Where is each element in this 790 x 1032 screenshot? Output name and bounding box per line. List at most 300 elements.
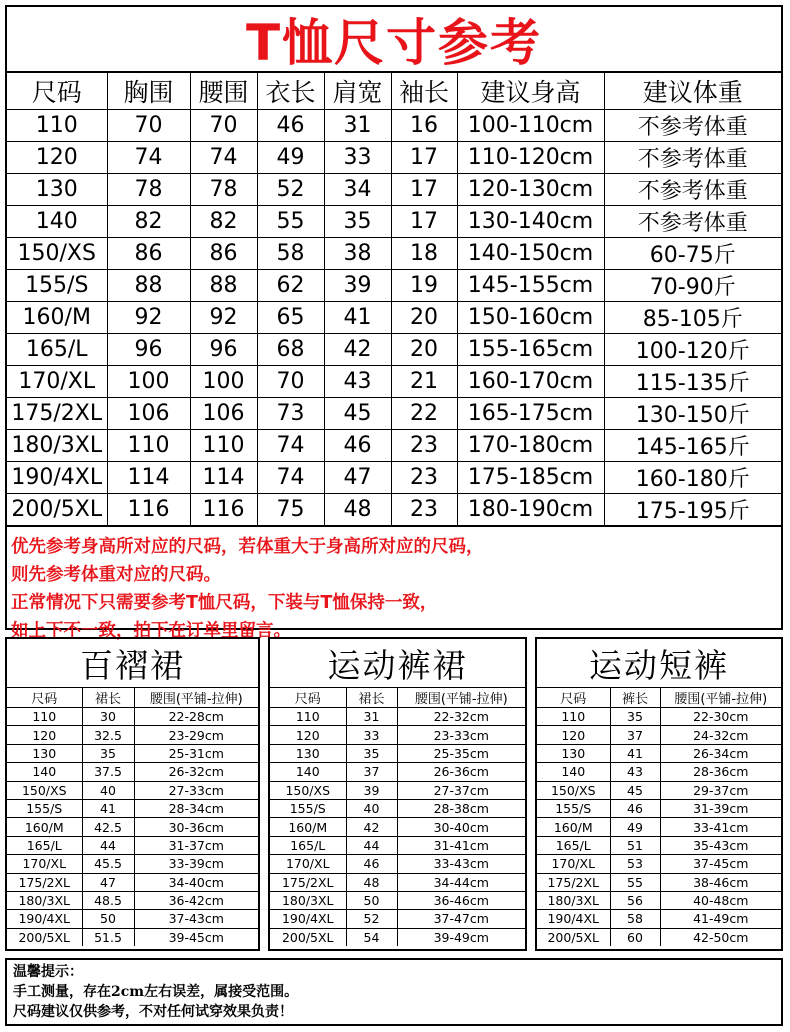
column-header: 尺码 [7,688,82,708]
table-cell: 100-110cm [457,110,604,142]
table-row [7,334,781,366]
table-cell: 23 [391,494,457,526]
column-header: 腰围(平铺-拉伸) [660,688,781,708]
table-cell: 23 [391,430,457,462]
table-cell: 45 [324,398,391,430]
table-cell: 116 [190,494,257,526]
note-line: 则先参考体重对应的尺码。 [11,565,221,585]
table-cell: 70-90斤 [604,270,781,302]
table-row [270,726,525,744]
table-row [270,855,525,873]
table-cell: 39 [324,270,391,302]
size-notes [7,526,781,642]
table-cell: 28-34cm [134,799,258,817]
tshirt-size-table [7,73,781,526]
table-cell: 100 [190,366,257,398]
tips-line: 尺码建议仅供参考，不对任何试穿效果负责！ [13,1004,293,1020]
table-cell: 26-36cm [397,763,525,781]
table-cell: 190/4XL [270,910,346,928]
table-row [270,799,525,817]
table-cell: 48.5 [82,891,134,909]
column-header: 尺码 [537,688,610,708]
table-cell: 92 [107,302,190,334]
table-cell: 130 [7,744,82,762]
table-cell: 100-120斤 [604,334,781,366]
table-cell: 60 [610,928,660,946]
column-header: 肩宽 [324,73,391,110]
table-cell: 48 [324,494,391,526]
table-row [7,302,781,334]
table-cell: 86 [190,238,257,270]
table-cell: 170-180cm [457,430,604,462]
table-cell: 82 [190,206,257,238]
table-cell: 34-44cm [397,873,525,891]
table-cell: 160/M [270,818,346,836]
table-cell: 22-32cm [397,708,525,726]
table-cell: 180/3XL [7,430,107,462]
table-cell: 88 [190,270,257,302]
table-cell: 52 [346,910,397,928]
table-row [537,818,781,836]
table-row [7,836,258,854]
table-cell: 190/4XL [537,910,610,928]
table-cell: 41 [610,744,660,762]
column-header: 腰围 [190,73,257,110]
table-row [270,744,525,762]
table-row [7,142,781,174]
table-cell: 110 [107,430,190,462]
table-cell: 30 [82,708,134,726]
table-cell: 74 [257,462,324,494]
table-cell: 25-31cm [134,744,258,762]
table-row [537,855,781,873]
table-cell: 160/M [7,302,107,334]
table-cell: 17 [391,206,457,238]
table-cell: 200/5XL [7,928,82,946]
table-cell: 47 [324,462,391,494]
table-cell: 78 [107,174,190,206]
table-cell: 110-120cm [457,142,604,174]
table-cell: 34-40cm [134,873,258,891]
table-cell: 42.5 [82,818,134,836]
table-cell: 120 [537,726,610,744]
pleated-skirt-chart [5,637,260,951]
table-cell: 155/S [7,799,82,817]
table-cell: 65 [257,302,324,334]
column-header: 建议身高 [457,73,604,110]
table-cell: 46 [346,855,397,873]
table-cell: 23-33cm [397,726,525,744]
table-cell: 55 [257,206,324,238]
table-row [7,110,781,142]
table-cell: 120 [7,726,82,744]
table-cell: 86 [107,238,190,270]
column-header: 裙长 [346,688,397,708]
table-cell: 70 [257,366,324,398]
table-cell: 36-42cm [134,891,258,909]
warm-tips [5,958,783,1026]
table-row [537,891,781,909]
table-cell: 35 [346,744,397,762]
table-cell: 150/XS [270,781,346,799]
table-cell: 46 [610,799,660,817]
table-cell: 不参考体重 [604,174,781,206]
table-row [537,763,781,781]
table-row [7,799,258,817]
table-cell: 110 [7,110,107,142]
table-cell: 50 [346,891,397,909]
table-row [7,206,781,238]
table-cell: 114 [107,462,190,494]
table-row [7,726,258,744]
tips-heading: 温馨提示： [13,964,83,980]
table-cell: 120 [270,726,346,744]
table-cell: 180/3XL [270,891,346,909]
table-cell: 23-29cm [134,726,258,744]
table-row [537,928,781,946]
sport-shorts-chart [535,637,783,951]
table-cell: 130 [270,744,346,762]
table-cell: 22-30cm [660,708,781,726]
column-header: 胸围 [107,73,190,110]
table-cell: 35-43cm [660,836,781,854]
table-header-row [7,688,258,708]
table-cell: 58 [610,910,660,928]
table-cell: 55 [610,873,660,891]
table-row [537,708,781,726]
table-cell: 88 [107,270,190,302]
table-cell: 74 [107,142,190,174]
table-cell: 33-39cm [134,855,258,873]
table-cell: 31-37cm [134,836,258,854]
table-cell: 53 [610,855,660,873]
table-cell: 54 [346,928,397,946]
table-cell: 31 [324,110,391,142]
table-cell: 155/S [7,270,107,302]
note-line: 正常情况下只需要参考T恤尺码，下装与T恤保持一致， [11,593,438,613]
table-cell: 140 [7,763,82,781]
table-cell: 20 [391,302,457,334]
column-header: 腰围(平铺-拉伸) [397,688,525,708]
table-row [537,873,781,891]
table-cell: 130-140cm [457,206,604,238]
table-cell: 17 [391,142,457,174]
table-cell: 175-195斤 [604,494,781,526]
table-cell: 130 [537,744,610,762]
table-cell: 155/S [270,799,346,817]
table-row [270,928,525,946]
table-cell: 62 [257,270,324,302]
table-row [7,818,258,836]
table-cell: 22 [391,398,457,430]
table-cell: 23 [391,462,457,494]
table-cell: 31-41cm [397,836,525,854]
table-row [270,873,525,891]
table-cell: 34 [324,174,391,206]
table-row [537,799,781,817]
table-cell: 110 [537,708,610,726]
table-cell: 145-155cm [457,270,604,302]
table-row [537,781,781,799]
table-row [7,763,258,781]
table-cell: 49 [257,142,324,174]
table-cell: 96 [107,334,190,366]
table-cell: 22-28cm [134,708,258,726]
table-cell: 200/5XL [537,928,610,946]
column-header: 裤长 [610,688,660,708]
table-cell: 180/3XL [7,891,82,909]
column-header: 腰围(平铺-拉伸) [134,688,258,708]
table-cell: 44 [82,836,134,854]
table-cell: 28-38cm [397,799,525,817]
table-cell: 150/XS [7,781,82,799]
table-row [537,726,781,744]
note-line: 优先参考身高所对应的尺码，若体重大于身高所对应的尺码， [11,537,484,557]
table-cell: 58 [257,238,324,270]
table-cell: 180/3XL [537,891,610,909]
table-row [7,462,781,494]
table-header-row [7,73,781,110]
table-cell: 70 [190,110,257,142]
column-header: 尺码 [270,688,346,708]
table-cell: 44 [346,836,397,854]
table-cell: 39 [346,781,397,799]
table-row [7,366,781,398]
table-cell: 31 [346,708,397,726]
table-cell: 30-40cm [397,818,525,836]
table-cell: 48 [346,873,397,891]
table-cell: 42 [324,334,391,366]
note-line: 如上下不一致，拍下在订单里留言。 [11,621,291,641]
table-cell: 40-48cm [660,891,781,909]
table-cell: 140 [7,206,107,238]
table-row [270,781,525,799]
table-cell: 20 [391,334,457,366]
table-row [7,891,258,909]
table-cell: 27-37cm [397,781,525,799]
table-cell: 19 [391,270,457,302]
table-cell: 33-43cm [397,855,525,873]
table-cell: 42 [346,818,397,836]
table-cell: 51.5 [82,928,134,946]
table-cell: 41-49cm [660,910,781,928]
table-row [537,836,781,854]
table-cell: 74 [257,430,324,462]
table-cell: 49 [610,818,660,836]
table-cell: 29-37cm [660,781,781,799]
table-row [7,174,781,206]
sub-size-table [7,688,258,946]
table-cell: 200/5XL [270,928,346,946]
tshirt-size-chart [5,5,783,641]
table-row [7,708,258,726]
table-cell: 40 [346,799,397,817]
table-cell: 175/2XL [7,398,107,430]
column-header: 衣长 [257,73,324,110]
column-header: 尺码 [7,73,107,110]
table-cell: 不参考体重 [604,206,781,238]
table-cell: 35 [324,206,391,238]
table-cell: 96 [190,334,257,366]
table-cell: 78 [190,174,257,206]
table-cell: 160-170cm [457,366,604,398]
table-cell: 145-165斤 [604,430,781,462]
sub-size-table [537,688,781,946]
table-header-row [270,688,525,708]
table-cell: 155-165cm [457,334,604,366]
table-cell: 60-75斤 [604,238,781,270]
table-cell: 175/2XL [537,873,610,891]
table-cell: 37.5 [82,763,134,781]
table-cell: 115-135斤 [604,366,781,398]
table-row [7,744,258,762]
table-cell: 165/L [270,836,346,854]
table-cell: 26-34cm [660,744,781,762]
table-cell: 74 [190,142,257,174]
table-cell: 114 [190,462,257,494]
table-cell: 39-45cm [134,928,258,946]
table-cell: 190/4XL [7,910,82,928]
table-cell: 不参考体重 [604,110,781,142]
table-cell: 75 [257,494,324,526]
table-row [270,910,525,928]
table-cell: 25-35cm [397,744,525,762]
table-cell: 37-45cm [660,855,781,873]
table-cell: 150/XS [7,238,107,270]
column-header: 裙长 [82,688,134,708]
table-cell: 33-41cm [660,818,781,836]
table-row [270,836,525,854]
chart-title: T恤尺寸参考 [7,7,781,73]
table-cell: 200/5XL [7,494,107,526]
table-cell: 155/S [537,799,610,817]
table-cell: 46 [324,430,391,462]
table-row [7,855,258,873]
table-cell: 不参考体重 [604,142,781,174]
sub-size-table [270,688,525,946]
table-cell: 21 [391,366,457,398]
table-cell: 116 [107,494,190,526]
table-cell: 43 [610,763,660,781]
table-cell: 106 [190,398,257,430]
table-cell: 46 [257,110,324,142]
table-cell: 106 [107,398,190,430]
table-cell: 41 [82,799,134,817]
table-row [7,910,258,928]
table-cell: 130-150斤 [604,398,781,430]
table-row [7,494,781,526]
table-cell: 190/4XL [7,462,107,494]
table-cell: 42-50cm [660,928,781,946]
table-row [270,818,525,836]
table-cell: 40 [82,781,134,799]
table-cell: 165/L [537,836,610,854]
column-header: 建议体重 [604,73,781,110]
table-cell: 50 [82,910,134,928]
table-cell: 170/XL [7,366,107,398]
table-cell: 33 [346,726,397,744]
table-header-row [537,688,781,708]
table-row [270,763,525,781]
table-cell: 32.5 [82,726,134,744]
table-cell: 85-105斤 [604,302,781,334]
table-row [537,744,781,762]
table-cell: 82 [107,206,190,238]
table-cell: 68 [257,334,324,366]
table-cell: 38 [324,238,391,270]
table-cell: 52 [257,174,324,206]
table-cell: 110 [7,708,82,726]
table-row [7,781,258,799]
table-cell: 35 [82,744,134,762]
table-cell: 47 [82,873,134,891]
table-row [7,928,258,946]
table-cell: 73 [257,398,324,430]
table-cell: 160/M [537,818,610,836]
table-cell: 100 [107,366,190,398]
table-cell: 45.5 [82,855,134,873]
table-cell: 140 [537,763,610,781]
table-cell: 39-49cm [397,928,525,946]
column-header: 袖长 [391,73,457,110]
table-cell: 28-36cm [660,763,781,781]
table-cell: 175/2XL [7,873,82,891]
table-cell: 70 [107,110,190,142]
table-cell: 33 [324,142,391,174]
table-cell: 150-160cm [457,302,604,334]
table-cell: 175-185cm [457,462,604,494]
table-cell: 18 [391,238,457,270]
table-cell: 31-39cm [660,799,781,817]
table-cell: 140-150cm [457,238,604,270]
table-cell: 37 [346,763,397,781]
tips-line: 手工测量，存在2cm左右误差，属接受范围。 [13,984,299,1000]
table-cell: 140 [270,763,346,781]
table-cell: 51 [610,836,660,854]
table-row [7,430,781,462]
table-cell: 170/XL [537,855,610,873]
table-cell: 160/M [7,818,82,836]
table-row [7,873,258,891]
sub-table-title: 百褶裙 [7,639,258,688]
table-cell: 27-33cm [134,781,258,799]
table-cell: 110 [190,430,257,462]
table-cell: 180-190cm [457,494,604,526]
table-cell: 92 [190,302,257,334]
table-cell: 37 [610,726,660,744]
table-cell: 26-32cm [134,763,258,781]
table-cell: 150/XS [537,781,610,799]
table-cell: 160-180斤 [604,462,781,494]
sport-skort-chart [268,637,527,951]
table-cell: 41 [324,302,391,334]
table-cell: 43 [324,366,391,398]
table-row [7,238,781,270]
table-row [270,891,525,909]
table-cell: 30-36cm [134,818,258,836]
table-cell: 35 [610,708,660,726]
table-cell: 37-43cm [134,910,258,928]
table-cell: 170/XL [7,855,82,873]
table-cell: 170/XL [270,855,346,873]
table-row [7,398,781,430]
sub-table-title: 运动短裤 [537,639,781,688]
table-row [537,910,781,928]
table-cell: 175/2XL [270,873,346,891]
table-cell: 45 [610,781,660,799]
table-cell: 17 [391,174,457,206]
table-cell: 56 [610,891,660,909]
